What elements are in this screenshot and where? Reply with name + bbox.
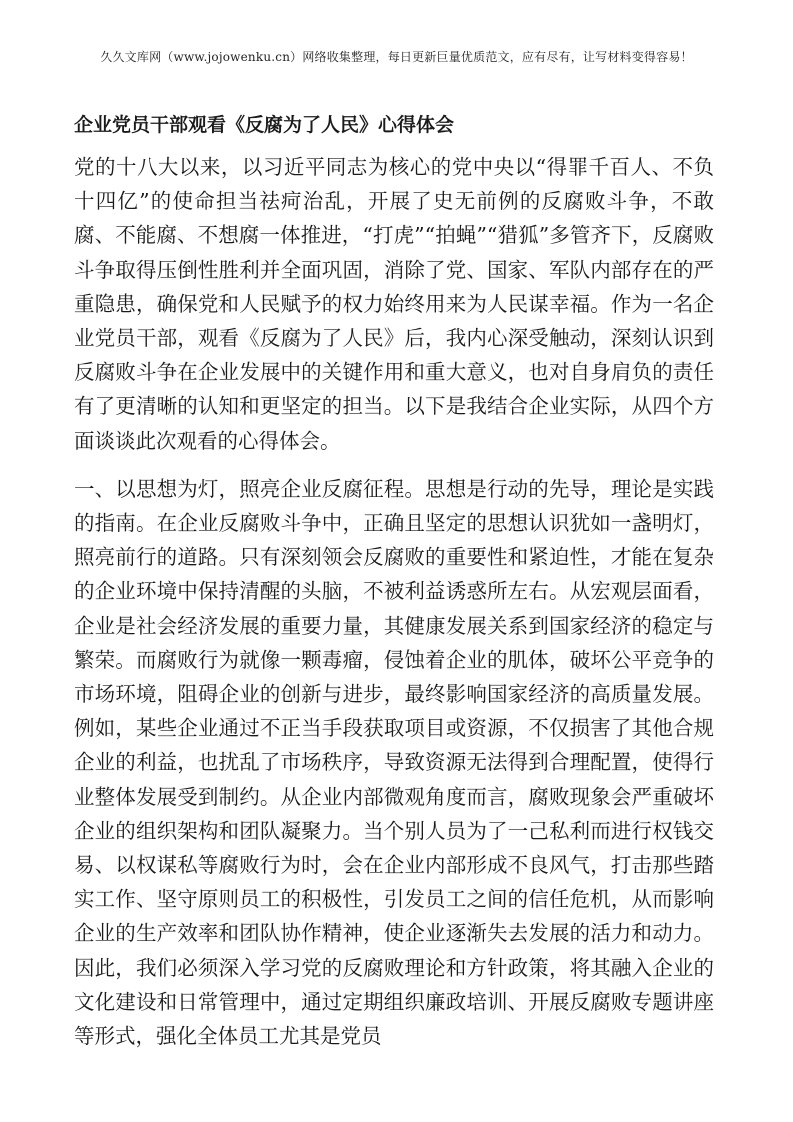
paragraph-intro: 党的十八大以来，以习近平同志为核心的党中央以“得罪千百人、不负十四亿”的使命担当祛疴治乱，开展了史无前例的反腐败斗争，不敢腐、不能腐、不想腐一体推进，“打虎”“拍蝇”“猎狐”多管齐下，反腐败斗争取得压倒性胜利并全面巩固，消除了党、国家、军队内部存在的严重隐患，确保党和人民赋予的权力始终用来为人民谋幸福。作为一名企业党员干部，观看《反腐为了人民》后，我内心深受触动，深刻认识到反腐败斗争在企业发展中的关键作用和重大意义，也对自身肩负的责任有了更清晰的认知和更坚定的担当。以下是我结合企业实际，从四个方面谈谈此次观看的心得体会。 — [74, 155, 714, 453]
document-title: 企业党员干部观看《反腐为了人民》心得体会 — [74, 114, 455, 136]
paragraph-section-one: 一、以思想为灯，照亮企业反腐征程。思想是行动的先导，理论是实践的指南。在企业反腐败斗争中，正确且坚定的思想认识犹如一盏明灯，照亮前行的道路。只有深刻领会反腐败的重要性和紧迫性，才能在复杂的企业环境中保持清醒的头脑，不被利益诱惑所左右。从宏观层面看，企业是社会经济发展的重要力量，其健康发展关系到国家经济的稳定与繁荣。而腐败行为就像一颗毒瘤，侵蚀着企业的肌体，破坏公平竞争的市场环境，阻碍企业的创新与进步，最终影响国家经济的高质量发展。例如，某些企业通过不正当手段获取项目或资源，不仅损害了其他合规企业的利益，也扰乱了市场秩序，导致资源无法得到合理配置，使得行业整体发展受到制约。从企业内部微观角度而言，腐败现象会严重破坏企业的组织架构和团队凝聚力。当个别人员为了一己私利而进行权钱交易、以权谋私等腐败行为时，会在企业内部形成不良风气，打击那些踏实工作、坚守原则员工的积极性，引发员工之间的信任危机，从而影响企业的生产效率和团队协作精神，使企业逐渐失去发展的活力和动力。因此，我们必须深入学习党的反腐败理论和方针政策，将其融入企业的文化建设和日常管理中，通过定期组织廉政培训、开展反腐败专题讲座等形式，强化全体员工尤其是党员 — [74, 476, 714, 1049]
header-notice: 久久文库网（www.jojowenku.cn）网络收集整理，每日更新巨量优质范文，应有尽有，让写材料变得容易！ — [100, 50, 693, 64]
document-body — [74, 150, 714, 1067]
